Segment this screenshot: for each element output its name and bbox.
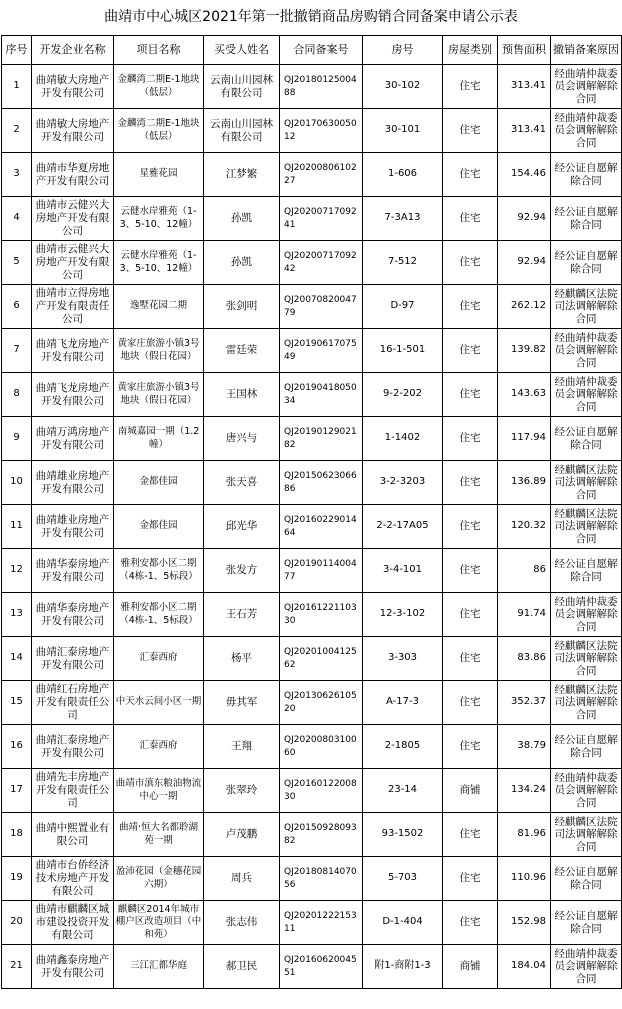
cell-buyer: 张发方 bbox=[204, 549, 280, 593]
table-row bbox=[2, 637, 622, 681]
cell-type: 住宅 bbox=[443, 637, 498, 681]
header-company: 开发企业名称 bbox=[32, 36, 114, 65]
cell-reason: 经曲靖仲裁委员会调解解除合同 bbox=[551, 65, 622, 109]
cell-company: 曲靖市麒麟区城市建设投资开发有限公司 bbox=[32, 901, 114, 945]
cell-project: 南城嘉园一期（1.2幢） bbox=[114, 417, 204, 461]
cell-no: 4 bbox=[2, 197, 32, 241]
cell-area: 81.96 bbox=[498, 813, 551, 857]
cell-company: 曲靖中熙置业有限公司 bbox=[32, 813, 114, 857]
cell-company: 曲靖敏大房地产开发有限公司 bbox=[32, 109, 114, 153]
cell-company: 曲靖华泰房地产开发有限公司 bbox=[32, 593, 114, 637]
cell-contract-number: QJ2019012902182 bbox=[280, 417, 363, 461]
header-no: 序号 bbox=[2, 36, 32, 65]
table-row bbox=[2, 725, 622, 769]
cell-company: 曲靖华泰房地产开发有限公司 bbox=[32, 549, 114, 593]
cell-area: 120.32 bbox=[498, 505, 551, 549]
cell-area: 313.41 bbox=[498, 65, 551, 109]
cell-type: 住宅 bbox=[443, 285, 498, 329]
cell-type: 住宅 bbox=[443, 857, 498, 901]
header-contract: 合同备案号 bbox=[280, 36, 363, 65]
table-row bbox=[2, 769, 622, 813]
cell-reason: 经公证自愿解除合同 bbox=[551, 549, 622, 593]
cell-area: 143.63 bbox=[498, 373, 551, 417]
header-reason: 撤销备案原因 bbox=[551, 36, 622, 65]
cell-contract-number: QJ2015062306686 bbox=[280, 461, 363, 505]
cell-project: 曲靖市滇东粮油物流中心一期 bbox=[114, 769, 204, 813]
cell-room: 附1-商附1-3 bbox=[363, 945, 443, 989]
cell-contract-number: QJ2015092809382 bbox=[280, 813, 363, 857]
cell-contract-number: QJ2020071709242 bbox=[280, 241, 363, 285]
table-row bbox=[2, 241, 622, 285]
cell-buyer: 云南山川园林有限公司 bbox=[204, 109, 280, 153]
cell-reason: 经麒麟区法院司法调解解除合同 bbox=[551, 505, 622, 549]
cell-area: 110.96 bbox=[498, 857, 551, 901]
cell-project: 金麟湾二期E-1地块（低层） bbox=[114, 109, 204, 153]
cell-reason: 经公证自愿解除合同 bbox=[551, 417, 622, 461]
cell-contract-number: QJ2020080310060 bbox=[280, 725, 363, 769]
cell-project: 金都佳园 bbox=[114, 505, 204, 549]
header-type: 房屋类别 bbox=[443, 36, 498, 65]
revocation-table bbox=[1, 35, 622, 989]
cell-no: 5 bbox=[2, 241, 32, 285]
cell-project: 云健水岸雅苑（1-3、5-10、12幢） bbox=[114, 197, 204, 241]
cell-room: 30-102 bbox=[363, 65, 443, 109]
cell-company: 曲靖红石房地产开发有限责任公司 bbox=[32, 681, 114, 725]
cell-project: 星雅花园 bbox=[114, 153, 204, 197]
cell-company: 曲靖飞龙房地产开发有限公司 bbox=[32, 329, 114, 373]
cell-room: D-97 bbox=[363, 285, 443, 329]
table-row bbox=[2, 109, 622, 153]
cell-buyer: 张志伟 bbox=[204, 901, 280, 945]
cell-reason: 经曲靖仲裁委员会调解解除合同 bbox=[551, 329, 622, 373]
cell-contract-number: QJ2007082004779 bbox=[280, 285, 363, 329]
cell-reason: 经曲靖仲裁委员会调解解除合同 bbox=[551, 769, 622, 813]
cell-reason: 经曲靖仲裁委员会调解解除合同 bbox=[551, 373, 622, 417]
page-title: 曲靖市中心城区2021年第一批撤销商品房购销合同备案申请公示表 bbox=[104, 9, 518, 25]
table-row bbox=[2, 285, 622, 329]
table-row bbox=[2, 329, 622, 373]
cell-room: 7-512 bbox=[363, 241, 443, 285]
cell-company: 曲靖雄业房地产开发有限公司 bbox=[32, 461, 114, 505]
cell-area: 154.46 bbox=[498, 153, 551, 197]
cell-reason: 经公证自愿解除合同 bbox=[551, 901, 622, 945]
cell-area: 91.74 bbox=[498, 593, 551, 637]
cell-no: 8 bbox=[2, 373, 32, 417]
cell-no: 9 bbox=[2, 417, 32, 461]
cell-contract-number: QJ2016022901464 bbox=[280, 505, 363, 549]
cell-project: 逸墅花园二期 bbox=[114, 285, 204, 329]
table-row bbox=[2, 681, 622, 725]
cell-project: 麒麟区2014年城市棚户区改造项目（中和苑） bbox=[114, 901, 204, 945]
cell-room: 9-2-202 bbox=[363, 373, 443, 417]
cell-buyer: 张剑明 bbox=[204, 285, 280, 329]
cell-contract-number: QJ2016012200830 bbox=[280, 769, 363, 813]
cell-area: 152.98 bbox=[498, 901, 551, 945]
cell-buyer: 雷廷荣 bbox=[204, 329, 280, 373]
cell-no: 1 bbox=[2, 65, 32, 109]
table-row bbox=[2, 549, 622, 593]
cell-room: D-1-404 bbox=[363, 901, 443, 945]
cell-area: 184.04 bbox=[498, 945, 551, 989]
cell-company: 曲靖市立得房地产开发有限责任公司 bbox=[32, 285, 114, 329]
table-row bbox=[2, 153, 622, 197]
cell-buyer: 卢茂鹏 bbox=[204, 813, 280, 857]
cell-company: 曲靖鑫泰房地产开发有限公司 bbox=[32, 945, 114, 989]
cell-buyer: 周兵 bbox=[204, 857, 280, 901]
cell-no: 20 bbox=[2, 901, 32, 945]
table-row bbox=[2, 461, 622, 505]
cell-no: 14 bbox=[2, 637, 32, 681]
cell-contract-number: QJ2019041805034 bbox=[280, 373, 363, 417]
cell-reason: 经麒麟区法院司法调解解除合同 bbox=[551, 285, 622, 329]
cell-type: 商铺 bbox=[443, 945, 498, 989]
table-body bbox=[2, 65, 622, 989]
cell-area: 352.37 bbox=[498, 681, 551, 725]
cell-reason: 经公证自愿解除合同 bbox=[551, 857, 622, 901]
cell-project: 盈沛花园（金穗花园六期） bbox=[114, 857, 204, 901]
cell-no: 11 bbox=[2, 505, 32, 549]
cell-no: 15 bbox=[2, 681, 32, 725]
cell-buyer: 毋其军 bbox=[204, 681, 280, 725]
cell-contract-number: QJ2020071709241 bbox=[280, 197, 363, 241]
cell-buyer: 唐兴与 bbox=[204, 417, 280, 461]
table-row bbox=[2, 857, 622, 901]
cell-no: 19 bbox=[2, 857, 32, 901]
cell-area: 86 bbox=[498, 549, 551, 593]
table-row bbox=[2, 417, 622, 461]
cell-room: 1-606 bbox=[363, 153, 443, 197]
table-header-row bbox=[2, 36, 622, 65]
cell-company: 曲靖敏大房地产开发有限公司 bbox=[32, 65, 114, 109]
cell-project: 三江汇都华庭 bbox=[114, 945, 204, 989]
cell-buyer: 云南山川园林有限公司 bbox=[204, 65, 280, 109]
cell-project: 中天水云间小区一期 bbox=[114, 681, 204, 725]
cell-project: 雅利安都小区二期（4栋-1、5标段） bbox=[114, 593, 204, 637]
cell-area: 134.24 bbox=[498, 769, 551, 813]
cell-room: 1-1402 bbox=[363, 417, 443, 461]
cell-room: 7-3A13 bbox=[363, 197, 443, 241]
header-room: 房号 bbox=[363, 36, 443, 65]
table-row bbox=[2, 65, 622, 109]
cell-type: 住宅 bbox=[443, 241, 498, 285]
cell-project: 汇泰西府 bbox=[114, 725, 204, 769]
cell-area: 92.94 bbox=[498, 197, 551, 241]
cell-type: 住宅 bbox=[443, 197, 498, 241]
cell-room: 2-2-17A05 bbox=[363, 505, 443, 549]
cell-reason: 经曲靖仲裁委员会调解解除合同 bbox=[551, 593, 622, 637]
cell-type: 住宅 bbox=[443, 593, 498, 637]
cell-room: A-17-3 bbox=[363, 681, 443, 725]
cell-type: 住宅 bbox=[443, 461, 498, 505]
cell-company: 曲靖汇泰房地产开发有限公司 bbox=[32, 637, 114, 681]
cell-buyer: 张翠玲 bbox=[204, 769, 280, 813]
cell-room: 93-1502 bbox=[363, 813, 443, 857]
cell-contract-number: QJ2016122110330 bbox=[280, 593, 363, 637]
cell-type: 商铺 bbox=[443, 769, 498, 813]
cell-project: 雅利安都小区二期（4栋-1、5标段） bbox=[114, 549, 204, 593]
cell-contract-number: QJ2019011400477 bbox=[280, 549, 363, 593]
cell-reason: 经麒麟区法院司法调解解除合同 bbox=[551, 637, 622, 681]
cell-contract-number: QJ2020122215311 bbox=[280, 901, 363, 945]
cell-buyer: 王国林 bbox=[204, 373, 280, 417]
cell-company: 曲靖雄业房地产开发有限公司 bbox=[32, 505, 114, 549]
cell-company: 曲靖飞龙房地产开发有限公司 bbox=[32, 373, 114, 417]
cell-no: 16 bbox=[2, 725, 32, 769]
cell-type: 住宅 bbox=[443, 65, 498, 109]
table-row bbox=[2, 505, 622, 549]
cell-room: 16-1-501 bbox=[363, 329, 443, 373]
cell-type: 住宅 bbox=[443, 329, 498, 373]
cell-type: 住宅 bbox=[443, 549, 498, 593]
cell-area: 117.94 bbox=[498, 417, 551, 461]
cell-area: 262.12 bbox=[498, 285, 551, 329]
cell-buyer: 杨平 bbox=[204, 637, 280, 681]
cell-buyer: 郝卫民 bbox=[204, 945, 280, 989]
cell-reason: 经公证自愿解除合同 bbox=[551, 153, 622, 197]
header-area: 预售面积 bbox=[498, 36, 551, 65]
cell-type: 住宅 bbox=[443, 505, 498, 549]
cell-room: 3-303 bbox=[363, 637, 443, 681]
cell-room: 2-1805 bbox=[363, 725, 443, 769]
cell-room: 12-3-102 bbox=[363, 593, 443, 637]
cell-no: 12 bbox=[2, 549, 32, 593]
cell-area: 92.94 bbox=[498, 241, 551, 285]
cell-company: 曲靖万鸿房地产开发有限公司 bbox=[32, 417, 114, 461]
table-row bbox=[2, 813, 622, 857]
cell-buyer: 江梦繁 bbox=[204, 153, 280, 197]
cell-contract-number: QJ2020100412562 bbox=[280, 637, 363, 681]
cell-contract-number: QJ2017063005012 bbox=[280, 109, 363, 153]
cell-type: 住宅 bbox=[443, 417, 498, 461]
cell-no: 10 bbox=[2, 461, 32, 505]
cell-project: 黄家庄旅游小镇3号地块（假日花园） bbox=[114, 373, 204, 417]
cell-area: 313.41 bbox=[498, 109, 551, 153]
cell-project: 黄家庄旅游小镇3号地块（假日花园） bbox=[114, 329, 204, 373]
cell-buyer: 孙凯 bbox=[204, 197, 280, 241]
cell-project: 云健水岸雅苑（1-3、5-10、12幢） bbox=[114, 241, 204, 285]
cell-room: 30-101 bbox=[363, 109, 443, 153]
cell-reason: 经麒麟区法院司法调解解除合同 bbox=[551, 461, 622, 505]
table-row bbox=[2, 593, 622, 637]
cell-buyer: 邱光华 bbox=[204, 505, 280, 549]
cell-contract-number: QJ2020080610227 bbox=[280, 153, 363, 197]
cell-type: 住宅 bbox=[443, 373, 498, 417]
cell-company: 曲靖市台侨经济技术房地产开发有限公司 bbox=[32, 857, 114, 901]
cell-company: 曲靖汇泰房地产开发有限公司 bbox=[32, 725, 114, 769]
cell-buyer: 王翔 bbox=[204, 725, 280, 769]
cell-area: 136.89 bbox=[498, 461, 551, 505]
cell-contract-number: QJ2019061707549 bbox=[280, 329, 363, 373]
cell-no: 18 bbox=[2, 813, 32, 857]
cell-room: 3-2-3203 bbox=[363, 461, 443, 505]
cell-reason: 经麒麟区法院司法调解解除合同 bbox=[551, 681, 622, 725]
cell-type: 住宅 bbox=[443, 109, 498, 153]
cell-project: 金都佳园 bbox=[114, 461, 204, 505]
cell-no: 2 bbox=[2, 109, 32, 153]
cell-contract-number: QJ2018012500488 bbox=[280, 65, 363, 109]
cell-no: 17 bbox=[2, 769, 32, 813]
cell-contract-number: QJ2016062004551 bbox=[280, 945, 363, 989]
header-buyer: 买受人姓名 bbox=[204, 36, 280, 65]
cell-reason: 经公证自愿解除合同 bbox=[551, 197, 622, 241]
cell-no: 7 bbox=[2, 329, 32, 373]
cell-buyer: 王石芳 bbox=[204, 593, 280, 637]
table-row bbox=[2, 945, 622, 989]
cell-type: 住宅 bbox=[443, 153, 498, 197]
table-row bbox=[2, 197, 622, 241]
cell-type: 住宅 bbox=[443, 901, 498, 945]
cell-company: 曲靖先丰房地产开发有限责任公司 bbox=[32, 769, 114, 813]
cell-type: 住宅 bbox=[443, 681, 498, 725]
table-row bbox=[2, 373, 622, 417]
cell-room: 3-4-101 bbox=[363, 549, 443, 593]
cell-room: 5-703 bbox=[363, 857, 443, 901]
cell-reason: 经曲靖仲裁委员会调解解除合同 bbox=[551, 109, 622, 153]
cell-project: 曲靖·恒大名都聆湖苑一期 bbox=[114, 813, 204, 857]
cell-area: 139.82 bbox=[498, 329, 551, 373]
cell-contract-number: QJ2013062610520 bbox=[280, 681, 363, 725]
cell-reason: 经麒麟区法院司法调解解除合同 bbox=[551, 813, 622, 857]
cell-area: 83.86 bbox=[498, 637, 551, 681]
cell-reason: 经公证自愿解除合同 bbox=[551, 241, 622, 285]
cell-room: 23-14 bbox=[363, 769, 443, 813]
header-project: 项目名称 bbox=[114, 36, 204, 65]
table-row bbox=[2, 901, 622, 945]
cell-company: 曲靖市云健兴大房地产开发有限公司 bbox=[32, 241, 114, 285]
cell-area: 38.79 bbox=[498, 725, 551, 769]
cell-reason: 经曲靖仲裁委员会调解解除合同 bbox=[551, 945, 622, 989]
cell-type: 住宅 bbox=[443, 725, 498, 769]
cell-no: 6 bbox=[2, 285, 32, 329]
cell-no: 13 bbox=[2, 593, 32, 637]
cell-no: 3 bbox=[2, 153, 32, 197]
cell-type: 住宅 bbox=[443, 813, 498, 857]
cell-contract-number: QJ2018081407056 bbox=[280, 857, 363, 901]
cell-buyer: 张天喜 bbox=[204, 461, 280, 505]
cell-project: 金麟湾二期E-1地块（低层） bbox=[114, 65, 204, 109]
cell-no: 21 bbox=[2, 945, 32, 989]
cell-buyer: 孙凯 bbox=[204, 241, 280, 285]
cell-company: 曲靖市华夏房地产开发有限公司 bbox=[32, 153, 114, 197]
cell-reason: 经公证自愿解除合同 bbox=[551, 725, 622, 769]
cell-project: 汇泰西府 bbox=[114, 637, 204, 681]
cell-company: 曲靖市云健兴大房地产开发有限公司 bbox=[32, 197, 114, 241]
